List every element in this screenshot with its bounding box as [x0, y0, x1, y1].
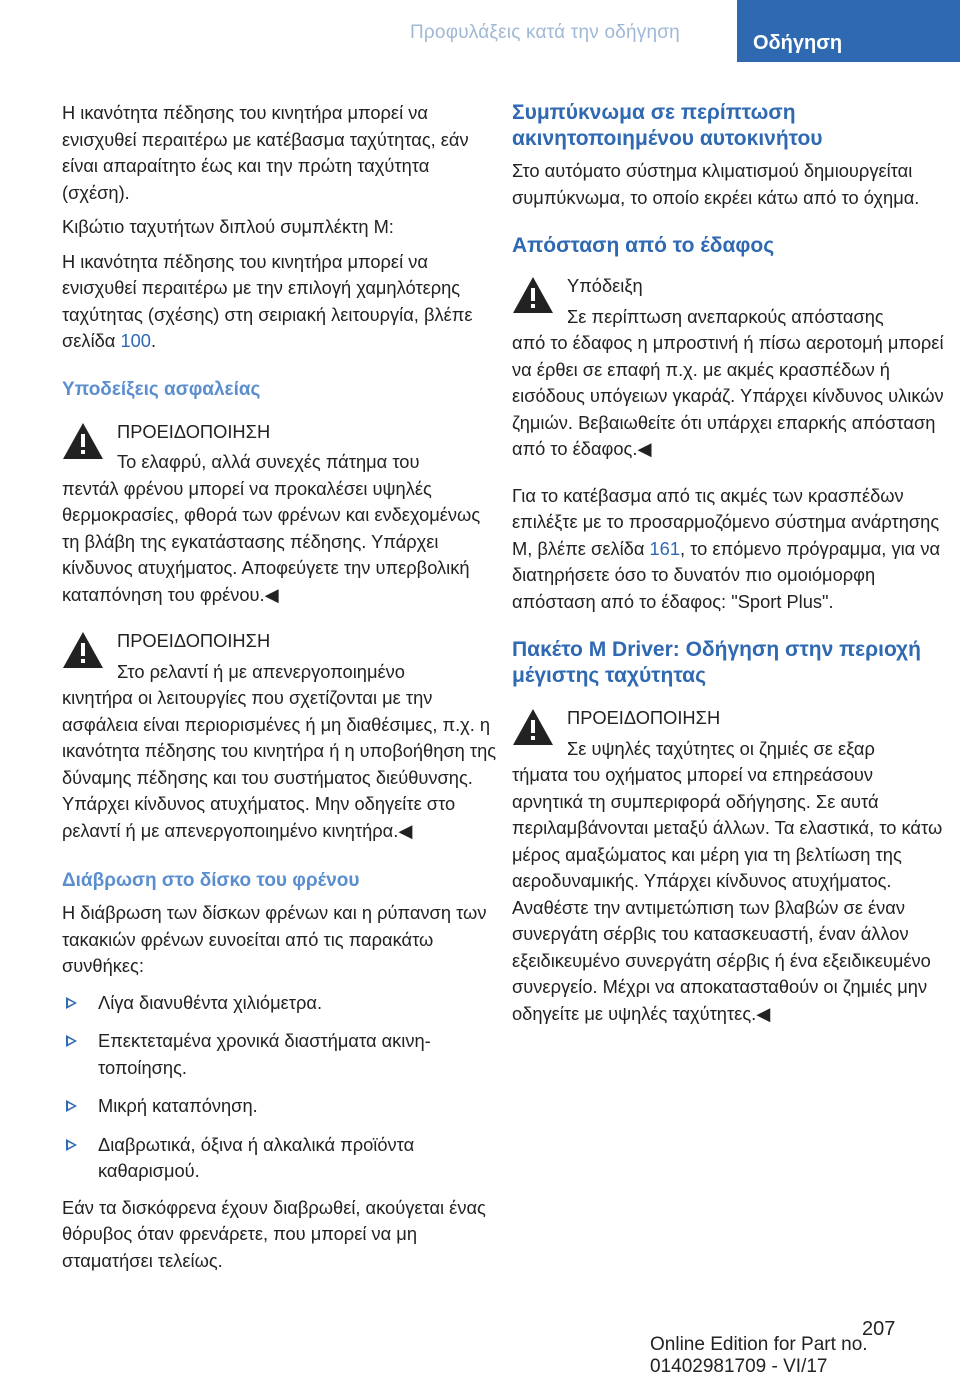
warning-text-first: Σε υψηλές ταχύτητες οι ζημιές σε εξαρ	[567, 737, 875, 759]
warning-text-first: Το ελαφρύ, αλλά συνεχές πάτημα του	[117, 451, 420, 472]
paragraph-corrosion-intro: Η διάβρωση των δίσκων φρένων και η ρύπανση των τακακιών φρένων ευνοείται από τις παρακάτω συνθήκες:	[62, 902, 487, 976]
header-section-title: Προφυλάξεις κατά την οδήγηση	[410, 22, 680, 43]
warning-block-brake	[62, 419, 497, 609]
paragraph-corrosion-end: Εάν τα δισκόφρενα έχουν διαβρωθεί, ακούγεται ένας θόρυβος όταν φρενάρετε, που μπορεί να μη σταματήσει τελείως.	[62, 1196, 486, 1271]
warning-triangle-icon	[512, 276, 554, 314]
bullet-triangle-icon	[66, 1035, 77, 1047]
corrosion-conditions-list	[62, 990, 497, 1185]
warning-triangle-icon	[512, 708, 554, 746]
warning-text: κινητήρα οι λειτουργίες που σχετίζονται με την ασφάλεια είναι περιορισμένες ή μη διαθέσιμες, π.χ. η ικανότητα πέδησης του κινητήρα ή η υποβοήθηση της δύναμης πέδησης και του συστήματος διεύθυνσης. Υπάρχει κίνδυνος ατυχήματος. Μην οδηγείτε στο ρελαντί ή με απενεργοποιημένο κινητήρα.◀	[62, 687, 497, 841]
heading-safety: Υποδείξεις ασφαλείας	[62, 378, 261, 400]
warning-label: ΠΡΟΕΙΔΟΠΟΙΗΣΗ	[117, 630, 271, 651]
left-column	[62, 100, 497, 1274]
note-block-clearance	[512, 273, 947, 463]
warning-triangle-icon	[62, 631, 104, 669]
list-item: Διαβρωτικά, όξινα ή αλκαλικά προϊόντα καθαρισμού.	[62, 1132, 497, 1185]
warning-label: ΠΡΟΕΙΔΟΠΟΙΗΣΗ	[567, 707, 721, 728]
heading-m-driver: Πακέτο M Driver: Οδήγηση στην περιοχή μέγιστης ταχύτητας	[512, 638, 921, 687]
paragraph-engine-braking: Η ικανότητα πέδησης του κινητήρα μπορεί να ενισχυθεί περαιτέρω με κατέβασμα ταχύτητας, εάν είναι απαραίτητο έως και την πρώτη ταχύτητα (σχέση).	[62, 102, 469, 203]
bullet-triangle-icon	[66, 1100, 77, 1112]
warning-label: ΠΡΟΕΙΔΟΠΟΙΗΣΗ	[117, 420, 271, 442]
note-label: Υπόδειξη	[567, 275, 643, 296]
page-number: 207	[862, 1318, 896, 1340]
paragraph-dct-label: Κιβώτιο ταχυτήτων διπλού συμπλέκτη Μ:	[62, 216, 394, 237]
page-header	[0, 0, 960, 64]
warning-text: τήματα του οχήματος μπορεί να επηρεάσουν αρνητικά τη συμπεριφορά οδήγησης. Σε αυτά περιλαμβάνονται μεταξύ άλλων. Τα ελαστικά, το κάτω μέρος αμαξώματος και μέρη για τη βελτίωση της αεροδυναμικής. Υπάρχει κίνδυνος ατυχήματος. Αναθέστε την αντιμετώπιση των βλαβών σε έναν συνεργάτη σέρβις του κατασκευαστή, έναν άλλον εξειδικευμένο συνεργάτη σέρβις ή ένα εξειδικευμένο συνεργείο. Μέχρι να αποκατασταθούν οι ζημιές μην οδηγείτε με υψηλές ταχύτητες.◀	[512, 764, 943, 1024]
right-column	[512, 100, 947, 1027]
paragraph-clearance: Για το κατέβασμα από τις ακμές των κρασπέδων επιλέξτε με το προσαρμοζόμενο σύστημα ανάρτησης Μ, βλέπε σελίδα 161, το επόμενο πρόγραμμα, για να διατηρήσετε όσο το δυνατόν πιο ομοιόμορφη απόσταση από το έδαφος: "Sport Plus".	[512, 484, 941, 612]
heading-corrosion: Διάβρωση στο δίσκο του φρένου	[62, 870, 360, 891]
warning-block-high-speed	[512, 705, 947, 1027]
warning-text-first: Στο ρελαντί ή με απενεργοποιημένο	[117, 660, 405, 682]
footer-edition: Online Edition for Part no. 01402981709 - VI/17	[650, 1334, 868, 1377]
note-text-first: Σε περίπτωση ανεπαρκούς απόστασης	[567, 305, 884, 327]
warning-triangle-icon	[62, 422, 104, 460]
page-link-161[interactable]: 161	[649, 537, 681, 559]
warning-block-idle	[62, 628, 497, 844]
list-item: Επεκτεταμένα χρονικά διαστήματα ακινητοποίησης.	[62, 1028, 497, 1081]
note-text: από το έδαφος η μπροστινή ή πίσω αεροτομή μπορεί να έρθει σε επαφή π.χ. με ακμές κρασπέδων ή εισόδους υπόγειων γκαράζ. Υπάρχει κίνδυνος υλικών ζημιών. Βεβαιωθείτε ότι υπάρχει επαρκής απόσταση από το έδαφος.◀	[512, 332, 944, 459]
paragraph-dct: Η ικανότητα πέδησης του κινητήρα μπορεί να ενισχυθεί περαιτέρω με την επιλογή χαμηλότερης ταχύτητας (σχέσης) στη σειριακή λειτουργία, βλέπε σελίδα 100.	[62, 250, 473, 351]
list-item: Μικρή καταπόνηση.	[62, 1093, 497, 1120]
warning-text: πεντάλ φρένου μπορεί να προκαλέσει υψηλές θερμοκρασίες, φθορά των φρένων και ενδεχομένως τη βλάβη της εγκατάστασης πέδησης. Υπάρχει κίνδυνος ατυχήματος. Αποφεύγετε την υπερβολική καταπόνηση του φρένου.◀	[62, 477, 481, 605]
paragraph-condensate: Στο αυτόματο σύστημα κλιματισμού δημιουργείται συμπύκνωμα, το οποίο εκρέει κάτω από το όχημα.	[512, 160, 920, 208]
list-item: Λίγα διανυθέντα χιλιόμετρα.	[62, 990, 497, 1017]
page-link-100[interactable]: 100	[120, 330, 151, 351]
bullet-triangle-icon	[66, 1139, 77, 1151]
header-chapter-tab: Οδήγηση	[737, 0, 960, 62]
heading-condensate: Συμπύκνωμα σε περίπτωση ακινητοποιημένου αυτοκινήτου	[512, 101, 823, 150]
heading-ground-clearance: Απόσταση από το έδαφος	[512, 234, 775, 257]
bullet-triangle-icon	[66, 997, 77, 1009]
